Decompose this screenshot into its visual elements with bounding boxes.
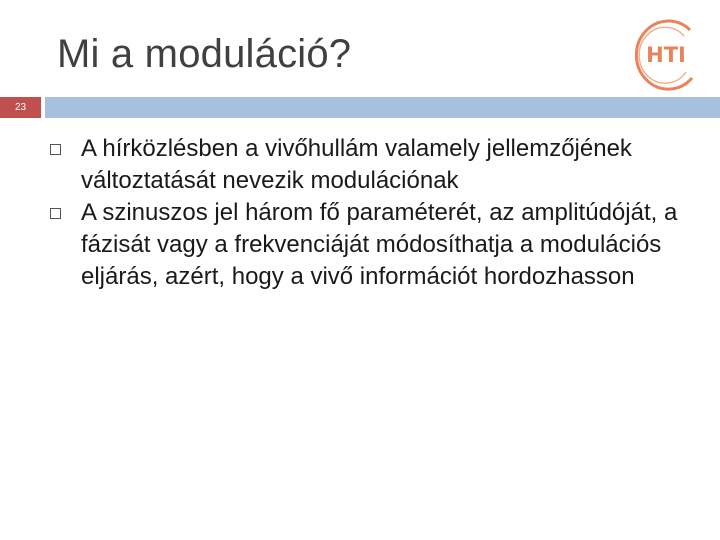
slide-title: Mi a moduláció? <box>57 32 352 76</box>
bullet-item <box>50 197 700 293</box>
bullet-text: A hírközlésben a vivőhullám valamely jellemzőjének változtatását nevezik modulációnak <box>81 135 632 194</box>
slide-number: 23 <box>0 97 41 118</box>
logo-text: HTI <box>646 43 686 67</box>
square-bullet-icon <box>50 208 61 219</box>
bullet-list <box>50 133 700 293</box>
header-bar <box>45 97 720 118</box>
hti-logo <box>628 12 704 96</box>
bullet-item <box>50 133 700 197</box>
square-bullet-icon <box>50 144 61 155</box>
bullet-text: A szinuszos jel három fő paraméterét, az amplitúdóját, a fázisát vagy a frekvenciáját módosíthatja a modulációs eljárás, azért, hogy a vivő információt hordozhasson <box>81 199 678 290</box>
